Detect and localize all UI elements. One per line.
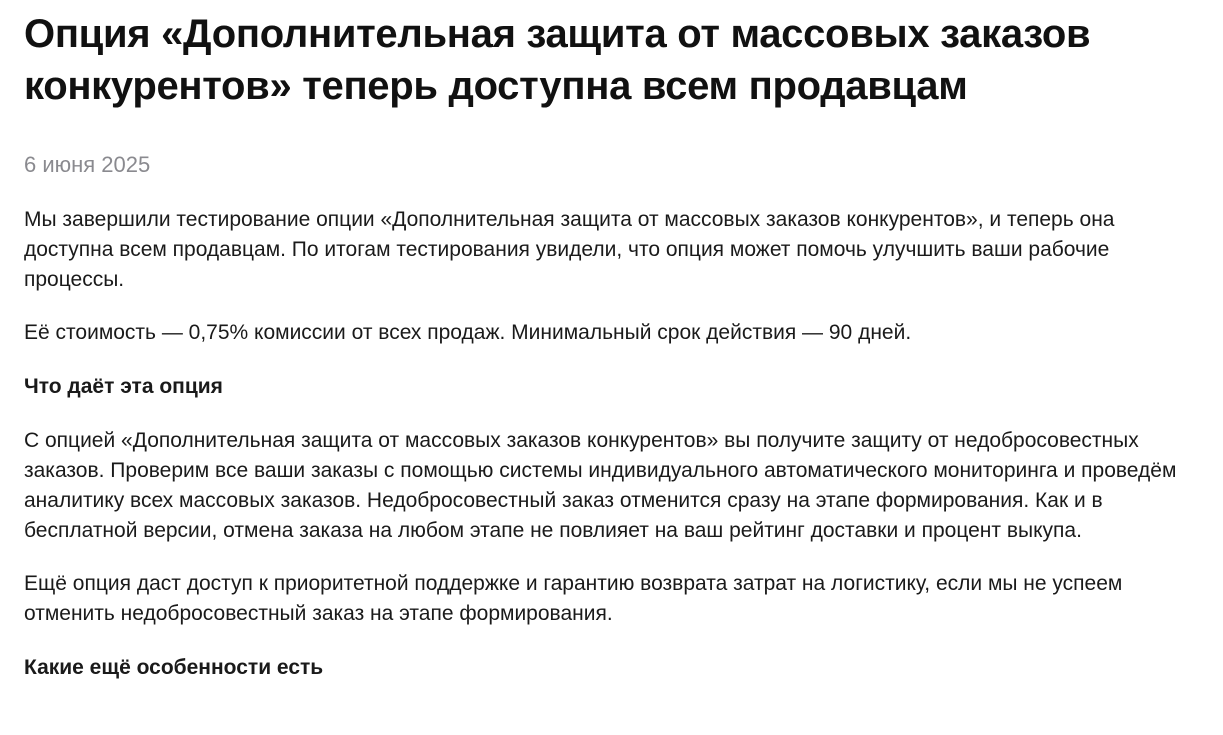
section-heading-benefits: Что даёт эта опция [24,375,223,398]
section-heading-features: Какие ещё особенности есть [24,656,324,679]
benefits-paragraph: С опцией «Дополнительная защита от массовых заказов конкурентов» вы получите защиту от недобросовестных заказов. Проверим все ваши заказы с помощью системы индивидуального автоматического мониторинга и проведём аналитику всех массовых заказов. Недобросовестный заказ отменится сразу на этапе формирования. Как и в бесплатной версии, отмена заказа на любом этапе не повлияет на ваш рейтинг доставки и процент выкупа. [24,429,1177,542]
intro-paragraph: Мы завершили тестирование опции «Дополнительная защита от массовых заказов конкурентов», и теперь она доступна всем продавцам. По итогам тестирования увидели, что опция может помочь улучшить ваши рабочие процессы. [24,208,1115,291]
support-paragraph: Ещё опция даст доступ к приоритетной поддержке и гарантию возврата затрат на логистику, если мы не успеем отменить недобросовестный заказ на этапе формирования. [24,572,1123,625]
article-title: Опция «Дополнительная защита от массовых заказов конкурентов» теперь доступна всем продавцам [24,12,1091,108]
publish-date: 6 июня 2025 [24,152,151,177]
price-paragraph: Её стоимость — 0,75% комиссии от всех продаж. Минимальный срок действия — 90 дней. [24,321,912,344]
article [24,8,1209,683]
